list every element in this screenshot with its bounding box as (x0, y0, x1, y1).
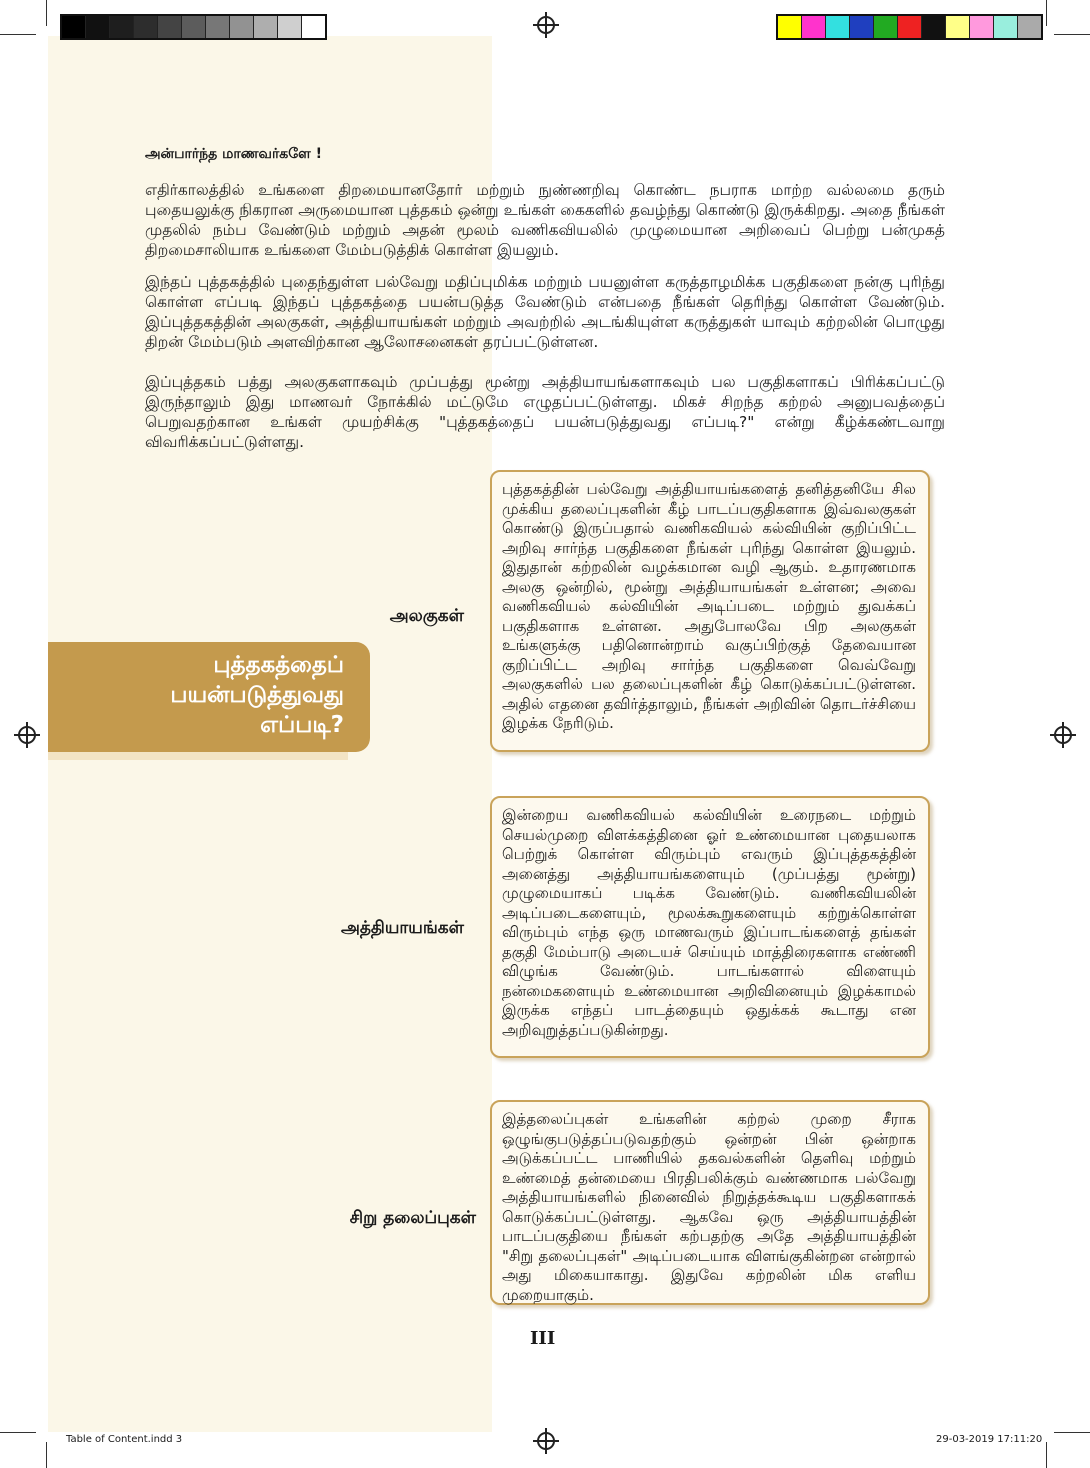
section-label-units: அலகுகள் (389, 606, 464, 626)
registration-mark-left-icon (18, 726, 36, 744)
section-box-units: புத்தகத்தின் பல்வேறு அத்தியாயங்களைத் தனித்தனியே சில முக்கிய தலைப்புகளின் கீழ் பாடப்பகுதிகளாக இவ்வலகுகள் கொண்டு இருப்பதால் வணிகவியல் கல்வியின் குறிப்பிட்ட அறிவு சார்ந்த பகுதிகளை நீங்கள் புரிந்து கொள்ள இயலும். இதுதான் கற்றலின் வழக்கமான வழி ஆகும். உதாரணமாக அலகு ஒன்றில், மூன்று அத்தியாயங்கள் உள்ளன; அவை வணிகவியல் கல்வியின் அடிப்படை மற்றும் துவக்கப் பகுதிகளாக உள்ளன. அதுபோலவே பிற அலகுகள் உங்களுக்கு பதினொன்றாம் வகுப்பிற்குத் தேவையான குறிப்பிட்ட அறிவு சார்ந்த பகுதிகளை வெவ்வேறு அலகுகளில் பல தலைப்புகளின் கீழ் கொடுக்கப்பட்டுள்ளன. அதில் எதனை தவிர்த்தாலும், நீங்கள் அறிவின் தொடர்ச்சியை இழக்க நேரிடும். (490, 470, 930, 752)
section-box-subheadings: இத்தலைப்புகள் உங்களின் கற்றல் முறை சீராக ஒழுங்குபடுத்தப்படுவதற்கும் ஒன்றன் பின் ஒன்றாக அடுக்கப்பட்ட பாணியில் தகவல்களின் தெளிவு மற்றும் உண்மைத் தன்மையை பிரதிபலிக்கும் வண்ணமாக பல்வேறு அத்தியாயங்களில் நினைவில் நிறுத்தக்கூடிய பகுதிகளாகக் கொடுக்கப்பட்டுள்ளது. ஆகவே ஒரு அத்தியாயத்தின் பாடப்பகுதியை நீங்கள் கற்பதற்கு அதே அத்தியாயத்தின் "சிறு தலைப்புகள்" அடிப்படையாக விளங்குகின்றன என்றால் அது மிகையாகாது. இதுவே கற்றலின் மிக எளிய முறையாகும். (490, 1100, 930, 1305)
crop-mark (0, 34, 36, 35)
section-label-chapters: அத்தியாயங்கள் (340, 918, 464, 938)
registration-mark-bottom-icon (537, 1432, 555, 1450)
title-banner-shadow (48, 752, 348, 760)
crop-mark (0, 1432, 36, 1433)
greeting-heading: அன்பார்ந்த மாணவர்களே ! (145, 146, 323, 162)
crop-mark (1046, 1442, 1047, 1468)
color-swatch-bar (776, 14, 1043, 40)
crop-mark (1054, 1432, 1090, 1433)
page-number: III (530, 1328, 556, 1349)
intro-paragraph-3: இப்புத்தகம் பத்து அலகுகளாகவும் முப்பத்து மூன்று அத்தியாயங்களாகவும் பல பகுதிகளாகப் பிரிக்கப்பட்டு இருந்தாலும் இது மாணவர் நோக்கில் மட்டுமே எழுதப்பட்டுள்ளது. மிகச் சிறந்த கற்றல் அனுபவத்தைப் பெறுவதற்கான உங்கள் முயற்சிக்கு "புத்தகத்தைப் பயன்படுத்துவது எப்படி?" என்று கீழ்க்கண்டவாறு விவரிக்கப்பட்டுள்ளது. (145, 373, 945, 451)
crop-mark (46, 1442, 47, 1468)
registration-mark-right-icon (1054, 726, 1072, 744)
footer-timestamp: 29-03-2019 17:11:20 (936, 1434, 1043, 1445)
footer-file-name: Table of Content.indd 3 (66, 1434, 183, 1445)
section-box-chapters: இன்றைய வணிகவியல் கல்வியின் உரைநடை மற்றும் செயல்முறை விளக்கத்தினை ஓர் உண்மையான புதையலாக பெற்றுக் கொள்ள விரும்பும் எவரும் இப்புத்தகத்தின் அனைத்து அத்தியாயங்களையும் (முப்பத்து மூன்று) முழுமையாகப் படிக்க வேண்டும். வணிகவியலின் அடிப்படைகளையும், மூலக்கூறுகளையும் கற்றுக்கொள்ள விரும்பும் எந்த ஒரு மாணவரும் இப்பாடங்களைத் தங்கள் தகுதி மேம்பாடு அடையச் செய்யும் மாத்திரைகளாக எண்ணி விழுங்க வேண்டும். பாடங்களால் விளையும் நன்மைகளையும் உண்மையான அறிவினையும் இழக்காமல் இருக்க எந்தப் பாடத்தையும் ஒதுக்கக் கூடாது என அறிவுறுத்தப்படுகின்றது. (490, 796, 930, 1058)
section-label-subheadings: சிறு தலைப்புகள் (349, 1208, 476, 1228)
grayscale-swatch-bar (60, 14, 327, 40)
title-line-1: புத்தகத்தைப் (213, 652, 344, 678)
crop-mark (1054, 34, 1090, 35)
intro-paragraph-1: எதிர்காலத்தில் உங்களை திறமையானதோர் மற்றும் நுண்ணறிவு கொண்ட நபராக மாற்ற வல்லமை தரும் புதையலுக்கு நிகரான அருமையான புத்தகம் ஒன்று உங்கள் கைகளில் தவழ்ந்து கொண்டு இருக்கிறது. அதை நீங்கள் முதலில் நம்ப வேண்டும் மற்றும் அதன் மூலம் வணிகவியலில் முழுமையான அறிவைப் பெற்று பன்முகத் திறமைசாலியாக உங்களை மேம்படுத்திக் கொள்ள இயலும். (145, 181, 945, 259)
title-line-2: பயன்படுத்துவது (170, 682, 344, 708)
crop-mark (1046, 0, 1047, 26)
registration-mark-top-icon (537, 16, 555, 34)
title-line-3: எப்படி? (260, 712, 344, 738)
intro-paragraph-2: இந்தப் புத்தகத்தில் புதைந்துள்ள பல்வேறு மதிப்புமிக்க மற்றும் பயனுள்ள கருத்தாழமிக்க பகுதிகளை நன்கு புரிந்து கொள்ள எப்படி இந்தப் புத்தகத்தை பயன்படுத்த வேண்டும் என்பதை நீங்கள் தெரிந்து கொள்ள வேண்டும். இப்புத்தகத்தின் அலகுகள், அத்தியாயங்கள் மற்றும் அவற்றில் அடங்கியுள்ள கருத்துகள் யாவும் கற்றலின் பொழுது திறன் மேம்படும் அளவிற்கான ஆலோசனைகள் தரப்பட்டுள்ளன. (145, 273, 945, 351)
how-to-use-title-banner (48, 642, 370, 752)
crop-mark (46, 0, 47, 26)
